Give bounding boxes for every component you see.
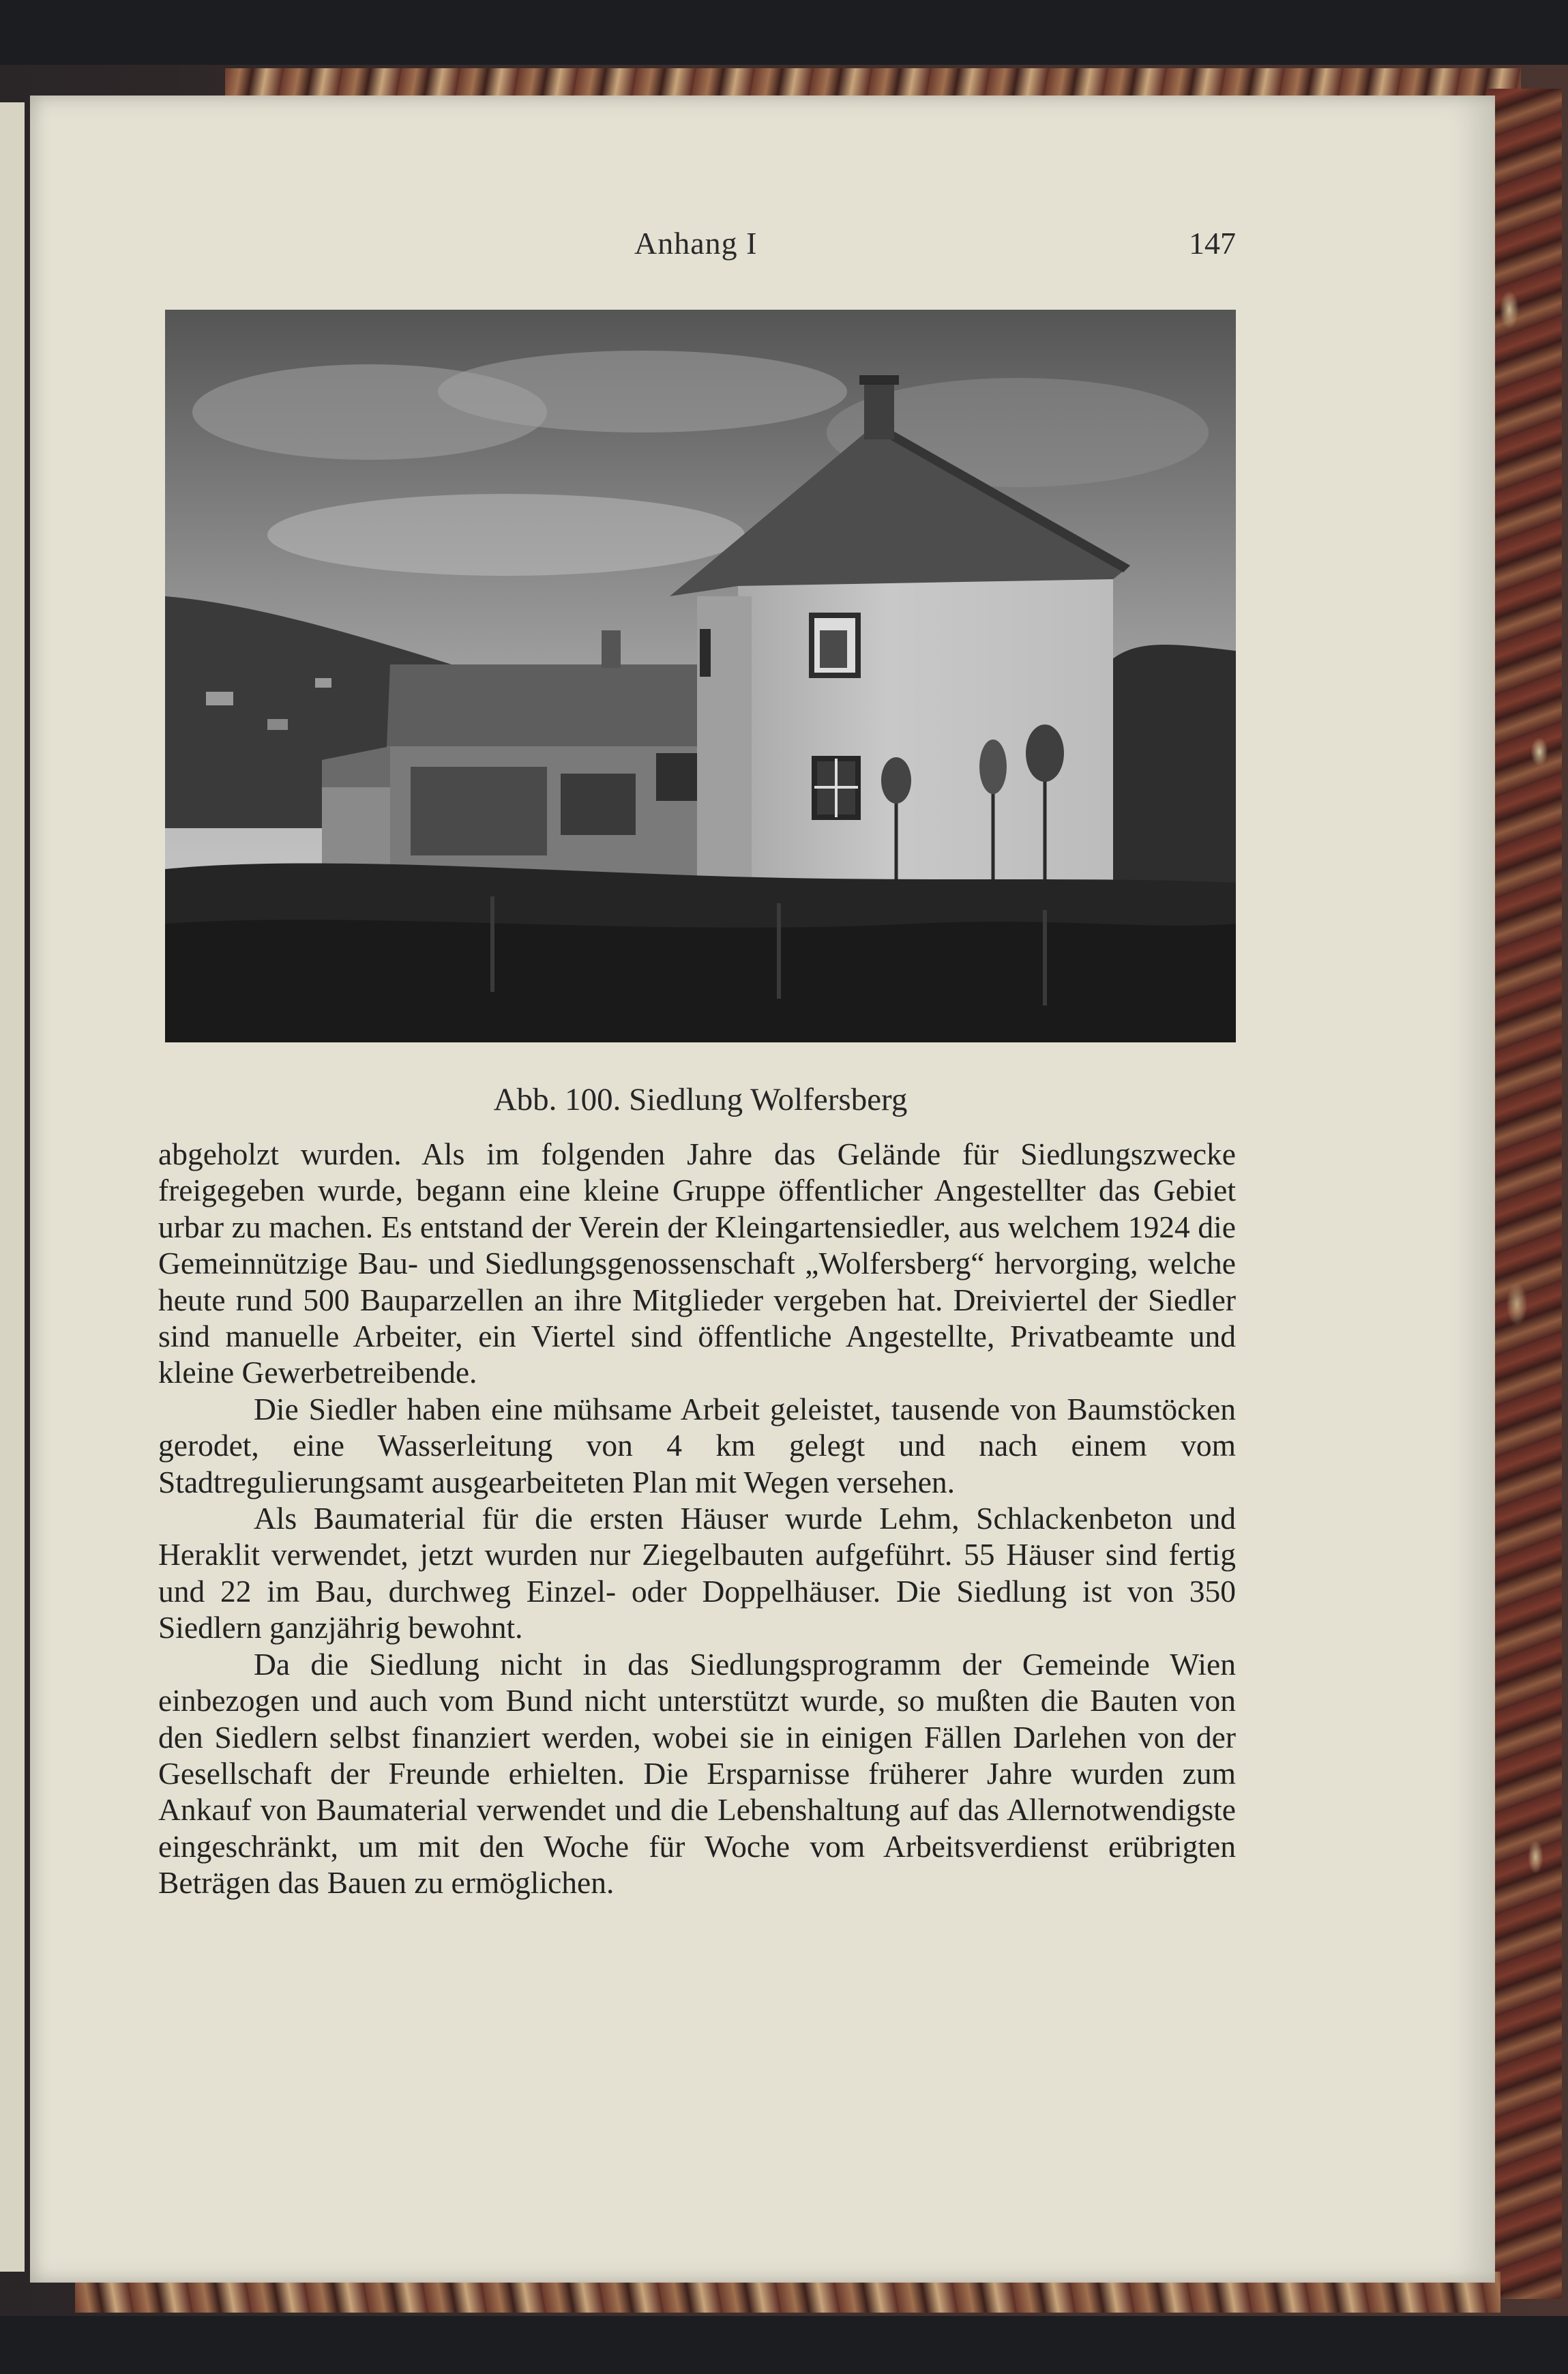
figure-photograph (165, 310, 1236, 1042)
marbled-edge-right (1487, 89, 1562, 2299)
page-number: 147 (1189, 226, 1236, 261)
paragraph: abgeholzt wurden. Als im folgenden Jahre das Gelände für Siedlungszwecke freigegeben wurde, begann eine kleine Gruppe öffentlicher Angestellter das Gebiet urbar zu machen. Es entstand der Verein der Kleingartensiedler, aus welchem 1924 die Gemeinnützige Bau- und Siedlungsgenossenschaft „Wolfersberg“ hervorging, welche heute rund 500 Bauparzellen an ihre Mitglieder vergeben hat. Dreiviertel der Siedler sind manuelle Arbeiter, ein Viertel sind öffentliche Angestellte, Privatbeamte und kleine Gewerbetreibende. (158, 1137, 1236, 1390)
body-text (158, 1136, 1236, 1901)
previous-page-edge (0, 102, 25, 2272)
paragraph: Da die Siedlung nicht in das Siedlungsprogramm der Gemeinde Wien einbezogen und auch vom Bund nicht unterstützt wurde, so mußten die Bauten von den Siedlern selbst finanziert werden, wobei sie in einigen Fällen Darlehen von der Gesellschaft der Freunde erhielten. Die Ersparnisse früherer Jahre wurden zum Ankauf von Baumaterial verwendet und die Lebenshaltung auf das Allernotwendigste eingeschränkt, um mit den Woche für Woche vom Arbeitsverdienst erübrigten Beträgen das Bauen zu ermöglichen. (158, 1646, 1236, 1901)
house-photo-illustration (165, 310, 1236, 1042)
figure-caption: Abb. 100. Siedlung Wolfersberg (493, 1082, 908, 1117)
paragraph: Die Siedler haben eine mühsame Arbeit geleistet, tausende von Baumstöcken gerodet, eine Wasserleitung von 4 km gelegt und nach einem vom Stadtregulierungsamt ausgearbeiteten Plan mit Wegen versehen. (158, 1391, 1236, 1499)
paragraph: Als Baumaterial für die ersten Häuser wurde Lehm, Schlackenbeton und Heraklit verwendet, jetzt wurden nur Ziegelbauten aufgeführt. 55 Häuser sind fertig und 22 im Bau, durchweg Einzel- oder Doppelhäuser. Die Siedlung ist von 350 Siedlern ganzjährig bewohnt. (158, 1501, 1236, 1645)
running-title: Anhang I (634, 226, 758, 261)
